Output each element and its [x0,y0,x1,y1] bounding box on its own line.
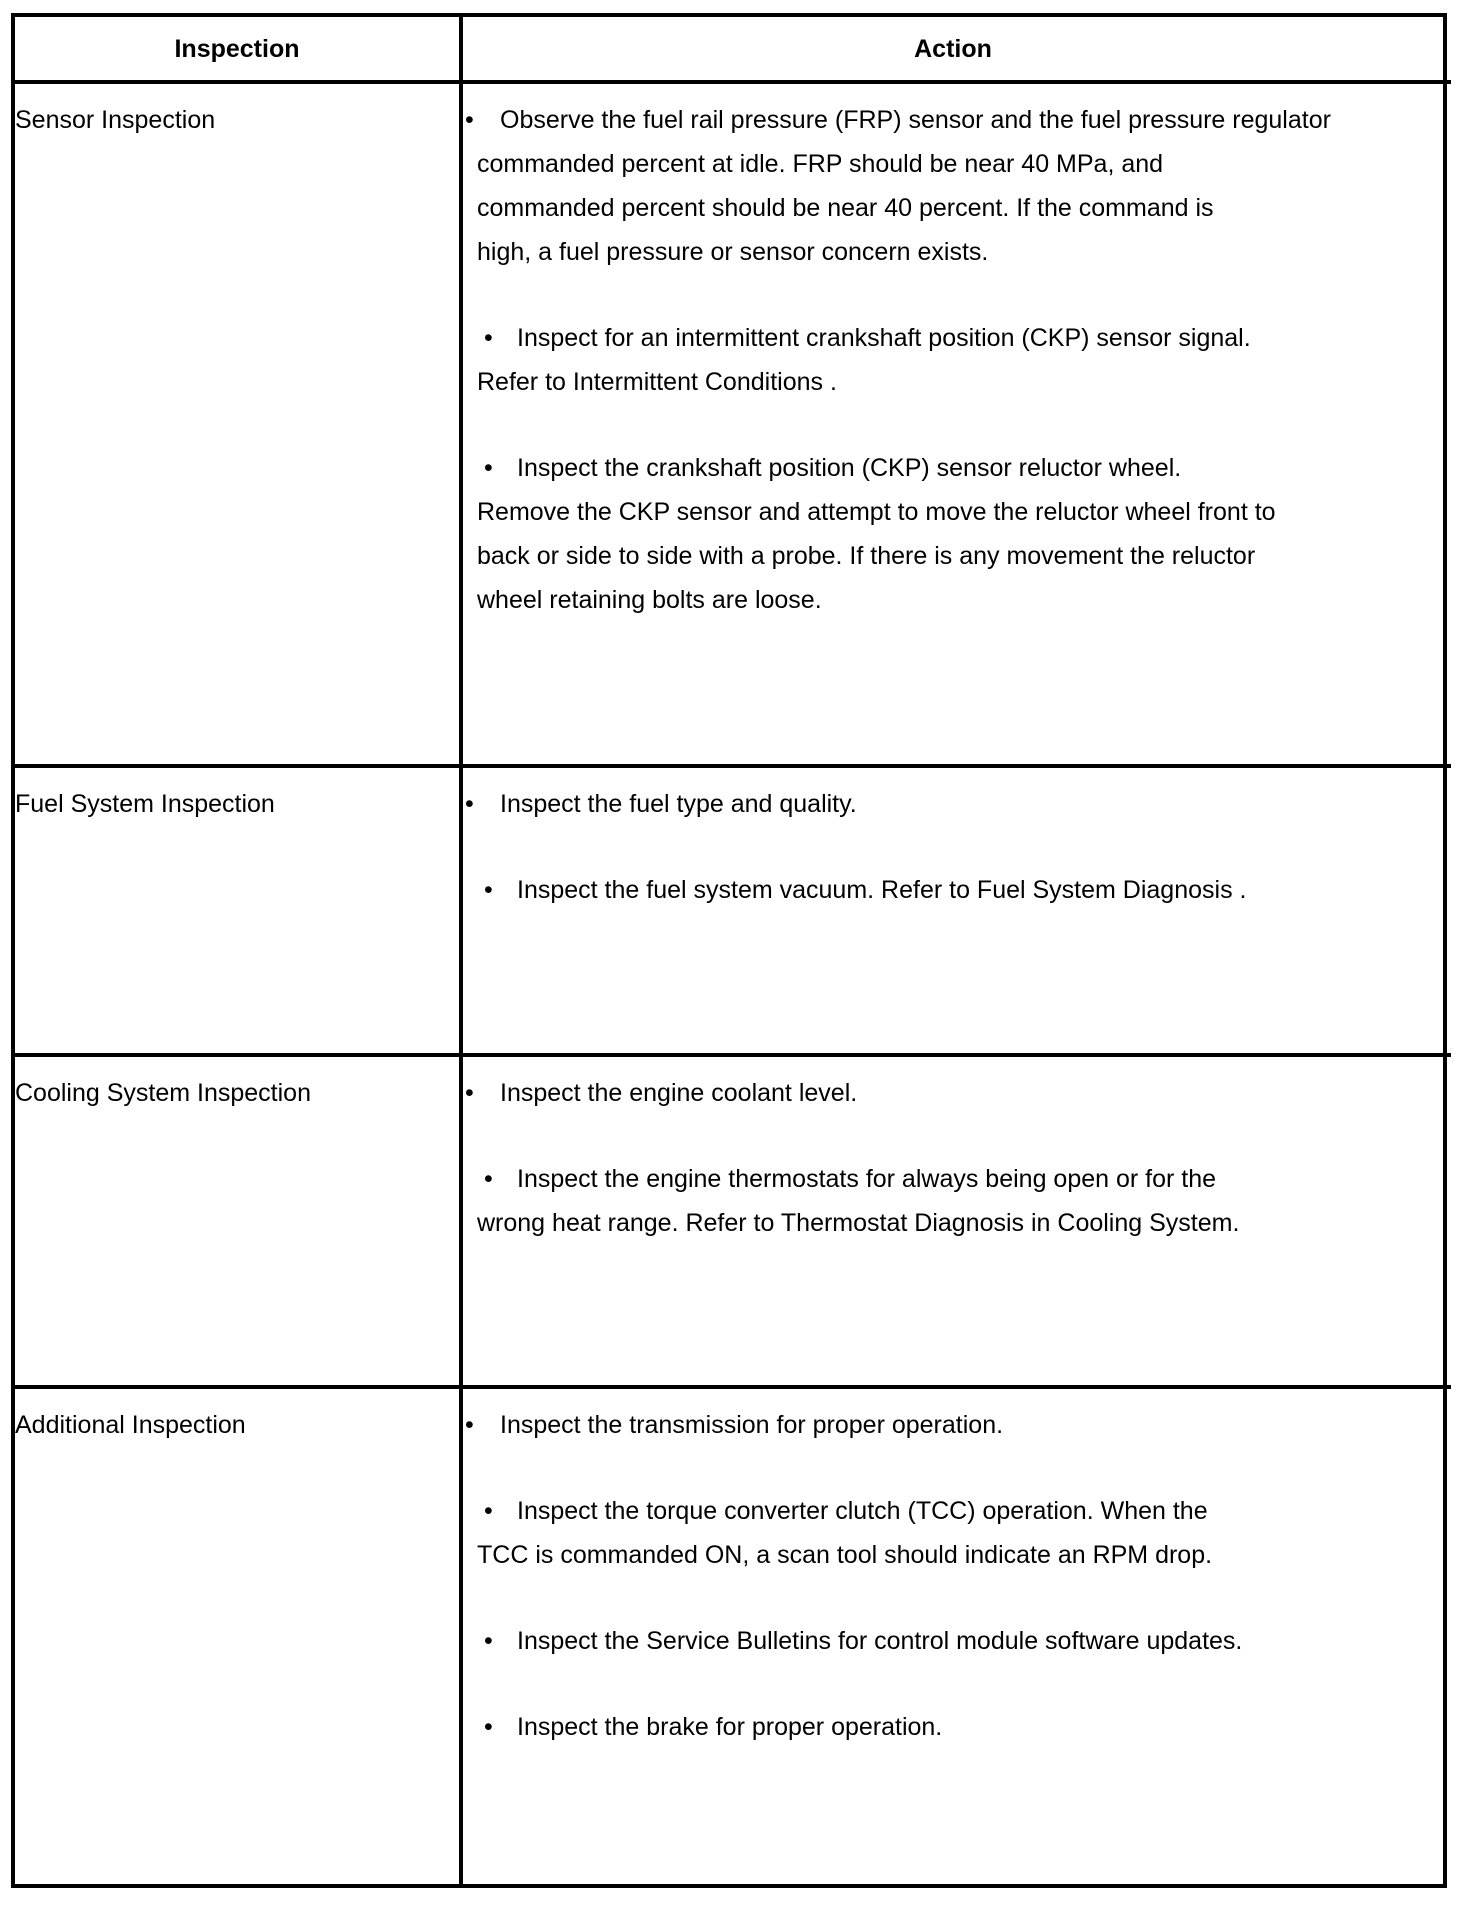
action-bullet-item [465,98,1440,274]
action-line [465,1619,1440,1663]
action-line [465,868,1440,912]
bullet-icon: • [465,106,474,134]
action-text: Inspect the engine coolant level. [500,1079,858,1107]
action-line [465,1489,1440,1533]
bullet-icon: • [484,876,493,904]
action-text: Inspect the Service Bulletins for control module software updates. [517,1627,1243,1655]
action-cell [465,1071,1440,1287]
inspection-label: Sensor Inspection [15,106,216,134]
action-text: Observe the fuel rail pressure (FRP) sensor and the fuel pressure regulator [500,106,1331,134]
action-text: Inspect the fuel system vacuum. Refer to Fuel System Diagnosis . [517,876,1247,904]
action-bullet-item [465,1071,1440,1115]
action-line [465,316,1440,360]
action-bullet-item [465,1157,1440,1245]
bullet-icon: • [484,1497,493,1525]
action-text: Inspect the transmission for proper operation. [500,1411,1004,1439]
action-line [465,782,1440,826]
action-bullet-item [465,868,1440,912]
action-bullet-item [465,316,1440,404]
action-line: TCC is commanded ON, a scan tool should indicate an RPM drop. [477,1541,1213,1569]
action-text: Inspect the fuel type and quality. [500,790,857,818]
action-line: commanded percent should be near 40 percent. If the command is [477,194,1214,222]
action-line [465,446,1440,490]
action-bullet-item [465,446,1440,622]
bullet-icon: • [465,790,474,818]
row-divider [11,1385,1451,1389]
action-text: Inspect the engine thermostats for always being open or for the [517,1165,1217,1193]
action-line: wrong heat range. Refer to Thermostat Diagnosis in Cooling System. [477,1209,1240,1237]
action-text: Inspect the brake for proper operation. [517,1713,943,1741]
action-line [465,98,1440,142]
action-cell [465,782,1440,954]
action-line: Remove the CKP sensor and attempt to move the reluctor wheel front to [477,498,1276,526]
action-bullet-item [465,1619,1440,1663]
inspection-label: Cooling System Inspection [15,1079,311,1107]
action-bullet-item [465,1403,1440,1447]
bullet-icon: • [465,1411,474,1439]
bullet-icon: • [484,454,493,482]
action-line: Refer to Intermittent Conditions . [477,368,837,396]
action-line: commanded percent at idle. FRP should be near 40 MPa, and [477,150,1164,178]
column-divider [459,13,463,1888]
bullet-icon: • [484,1627,493,1655]
action-line: high, a fuel pressure or sensor concern exists. [477,238,989,266]
action-bullet-item [465,1705,1440,1749]
action-line [465,1705,1440,1749]
action-cell [465,1403,1440,1791]
row-divider [11,764,1451,768]
action-line: back or side to side with a probe. If there is any movement the reluctor [477,542,1256,570]
bullet-icon: • [484,1165,493,1193]
action-line [465,1403,1440,1447]
action-bullet-item [465,782,1440,826]
action-text: Inspect for an intermittent crankshaft position (CKP) sensor signal. [517,324,1251,352]
header-action: Action [914,35,992,63]
bullet-icon: • [465,1079,474,1107]
inspection-label: Fuel System Inspection [15,790,275,818]
inspection-label: Additional Inspection [15,1411,246,1439]
row-divider [11,1053,1451,1057]
action-text: Inspect the torque converter clutch (TCC) operation. When the [517,1497,1208,1525]
action-text: Inspect the crankshaft position (CKP) sensor reluctor wheel. [517,454,1182,482]
action-line: wheel retaining bolts are loose. [477,586,822,614]
action-bullet-item [465,1489,1440,1577]
bullet-icon: • [484,324,493,352]
action-line [465,1071,1440,1115]
bullet-icon: • [484,1713,493,1741]
header-inspection: Inspection [174,35,300,63]
action-line [465,1157,1440,1201]
action-cell [465,98,1440,664]
